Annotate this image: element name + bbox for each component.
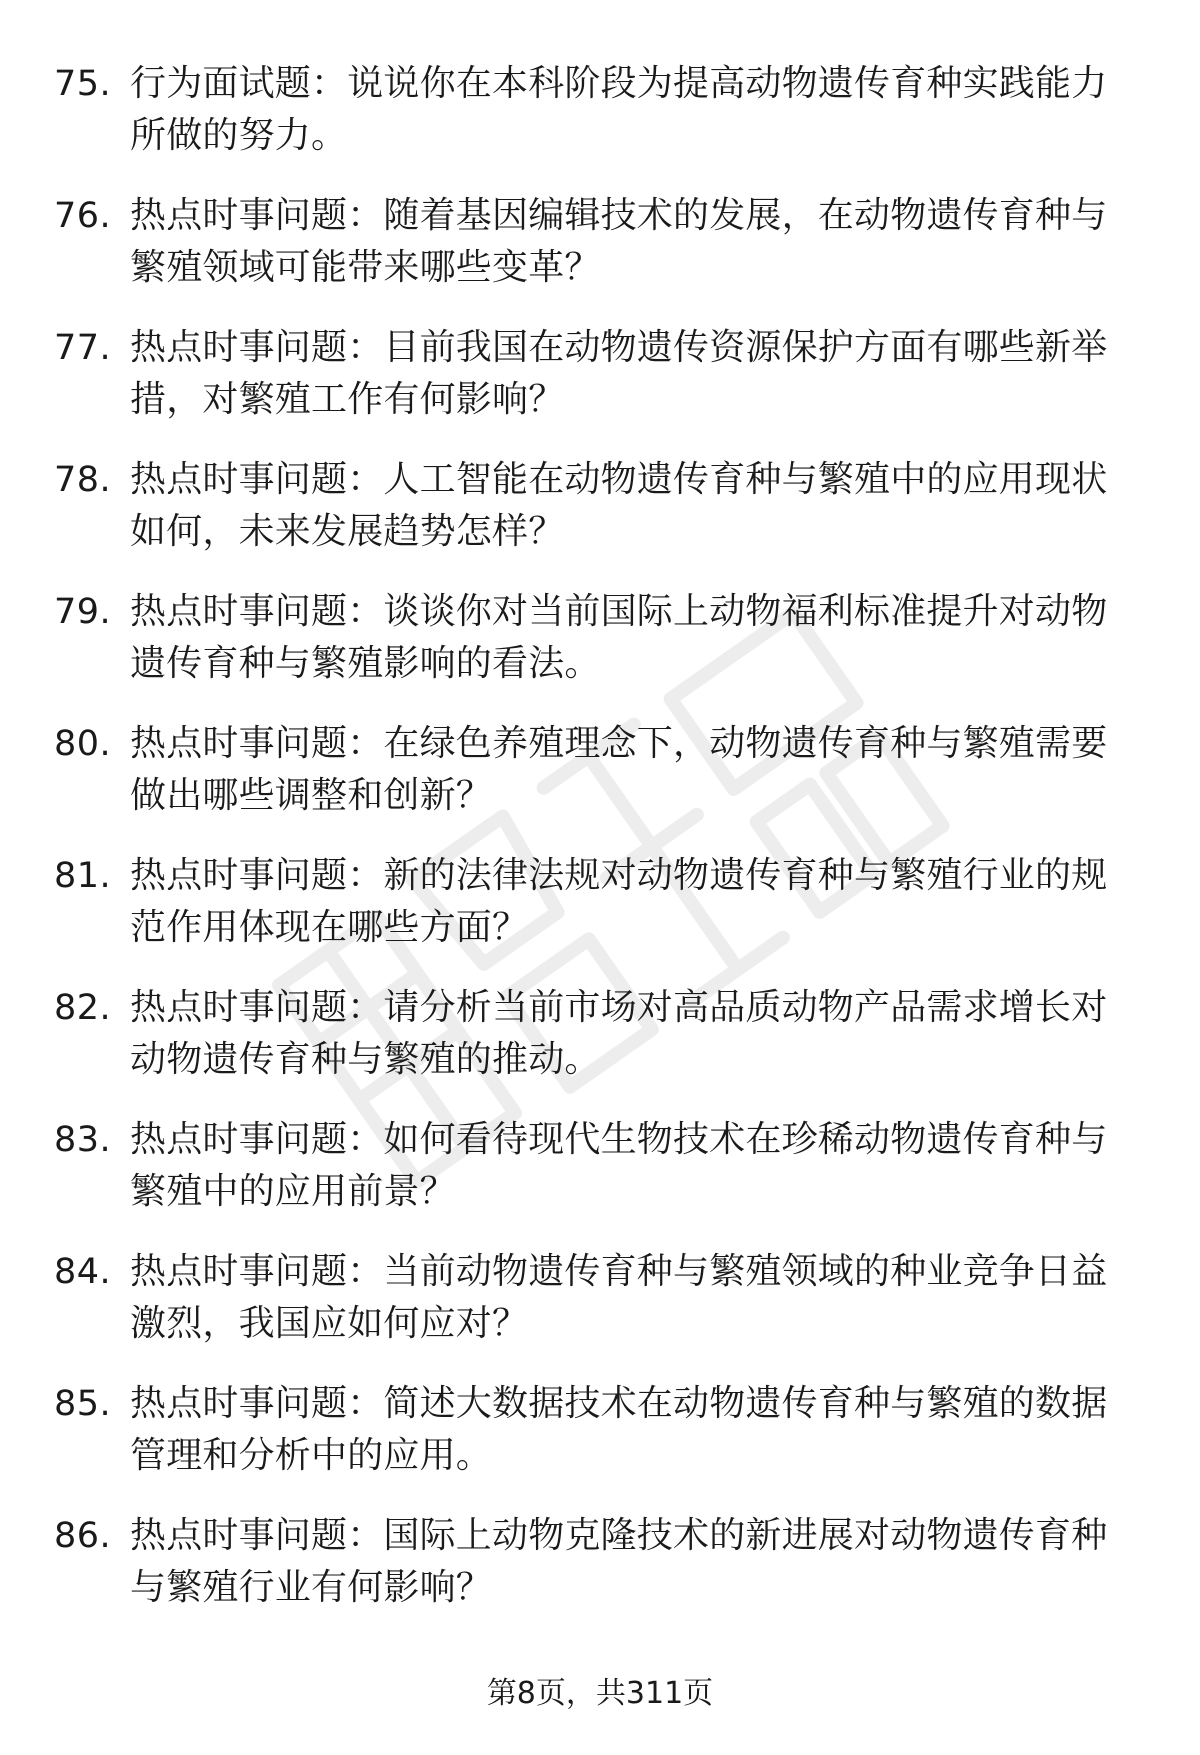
question-number: 85. xyxy=(54,1384,112,1424)
question-text: 热点时事问题：新的法律法规对动物遗传育种与繁殖行业的规范作用体现在哪些方面？ xyxy=(130,855,1108,948)
question-item xyxy=(54,586,1154,718)
question-number: 86. xyxy=(54,1516,112,1556)
question-item xyxy=(54,322,1154,454)
question-text: 热点时事问题：人工智能在动物遗传育种与繁殖中的应用现状如何，未来发展趋势怎样？ xyxy=(130,459,1108,552)
question-number: 76. xyxy=(54,196,112,236)
question-number: 75. xyxy=(54,64,112,104)
question-item xyxy=(54,850,1154,982)
question-number: 78. xyxy=(54,460,112,500)
question-item xyxy=(54,1510,1154,1642)
question-text: 热点时事问题：目前我国在动物遗传资源保护方面有哪些新举措，对繁殖工作有何影响？ xyxy=(130,327,1108,420)
question-item xyxy=(54,1246,1154,1378)
question-number: 82. xyxy=(54,988,112,1028)
question-item xyxy=(54,190,1154,322)
question-item xyxy=(54,1378,1154,1510)
question-text: 热点时事问题：简述大数据技术在动物遗传育种与繁殖的数据管理和分析中的应用。 xyxy=(130,1383,1108,1476)
question-text: 热点时事问题：在绿色养殖理念下，动物遗传育种与繁殖需要做出哪些调整和创新？ xyxy=(130,723,1108,816)
question-text: 热点时事问题：如何看待现代生物技术在珍稀动物遗传育种与繁殖中的应用前景？ xyxy=(130,1119,1108,1212)
question-item xyxy=(54,454,1154,586)
question-number: 77. xyxy=(54,328,112,368)
question-item xyxy=(54,718,1154,850)
question-text: 热点时事问题：随着基因编辑技术的发展，在动物遗传育种与繁殖领域可能带来哪些变革？ xyxy=(130,195,1108,288)
question-text: 热点时事问题：谈谈你对当前国际上动物福利标准提升对动物遗传育种与繁殖影响的看法。 xyxy=(130,591,1108,684)
question-number: 84. xyxy=(54,1252,112,1292)
question-item xyxy=(54,58,1154,190)
question-text: 热点时事问题：国际上动物克隆技术的新进展对动物遗传育种与繁殖行业有何影响？ xyxy=(130,1515,1108,1608)
question-number: 81. xyxy=(54,856,112,896)
question-number: 83. xyxy=(54,1120,112,1160)
page-number-footer: 第8页，共311页 xyxy=(486,1676,714,1711)
question-list xyxy=(54,58,1154,1642)
question-number: 80. xyxy=(54,724,112,764)
question-item xyxy=(54,1114,1154,1246)
question-text: 行为面试题：说说你在本科阶段为提高动物遗传育种实践能力所做的努力。 xyxy=(130,63,1108,156)
question-text: 热点时事问题：请分析当前市场对高品质动物产品需求增长对动物遗传育种与繁殖的推动。 xyxy=(130,987,1108,1080)
question-text: 热点时事问题：当前动物遗传育种与繁殖领域的种业竞争日益激烈，我国应如何应对？ xyxy=(130,1251,1108,1344)
question-number: 79. xyxy=(54,592,112,632)
question-item xyxy=(54,982,1154,1114)
